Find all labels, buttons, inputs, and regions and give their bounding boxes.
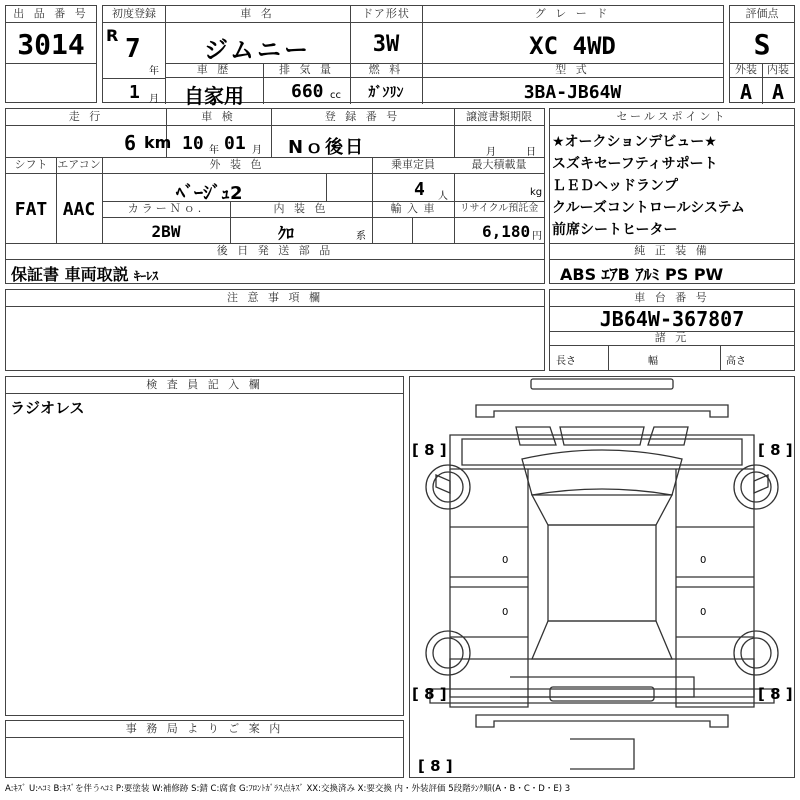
month-unit: 月 bbox=[149, 94, 159, 105]
ac-label: エアコン bbox=[56, 157, 102, 174]
mark-right-door: 0 bbox=[700, 555, 707, 566]
later-label: 後 日 発 送 部 品 bbox=[6, 243, 544, 260]
load-unit: kg bbox=[530, 187, 543, 198]
exterior-label: 外装 bbox=[730, 63, 762, 78]
year-unit: 年 bbox=[149, 66, 159, 77]
shift-value: FAT bbox=[14, 199, 48, 220]
selling-point-5: 前席シートヒーター bbox=[552, 222, 678, 238]
capacity-unit: 人 bbox=[438, 191, 448, 202]
width-label: 幅 bbox=[648, 356, 658, 367]
exterior-value: A bbox=[739, 80, 753, 104]
selling-points-box bbox=[549, 108, 795, 284]
lot-label: 出 品 番 号 bbox=[6, 6, 96, 23]
tire-mark-rear-left: [ 8 ] bbox=[412, 685, 447, 703]
equipment-label: 純 正 装 備 bbox=[550, 243, 794, 260]
tire-mark-spare: [ 8 ] bbox=[418, 757, 453, 775]
reg-value: Nｏ後日 bbox=[288, 137, 366, 158]
mark-left-rear: 0 bbox=[502, 607, 509, 618]
recycle-unit: 円 bbox=[532, 231, 542, 242]
era: R bbox=[106, 26, 119, 45]
interior-label: 内装 bbox=[762, 63, 794, 78]
selling-point-2: スズキセーフティサポート bbox=[552, 156, 718, 172]
later-items-small: ｷｰﾚｽ bbox=[134, 269, 159, 283]
insp-year-unit: 年 bbox=[209, 145, 219, 156]
transfer-day: 日 bbox=[526, 147, 536, 158]
color-no-value: 2BW bbox=[151, 222, 181, 241]
later-items bbox=[11, 262, 158, 285]
reg-year: 7 bbox=[125, 34, 141, 64]
displacement-label: 排 気 量 bbox=[263, 63, 350, 78]
first-reg-label: 初度登録 bbox=[103, 6, 165, 23]
selling-points-label: セールスポイント bbox=[550, 109, 794, 126]
grade-label: グ レ ー ド bbox=[422, 6, 723, 23]
office-label: 事 務 局 よ り ご 案 内 bbox=[6, 721, 403, 738]
car-diagram-box bbox=[409, 376, 795, 778]
car-name: ジムニー bbox=[203, 36, 312, 64]
recycle-label: リサイクル預託金 bbox=[454, 201, 544, 218]
specs-box bbox=[5, 108, 545, 284]
mark-right-rear: 0 bbox=[700, 607, 707, 618]
recycle-value: 6,180 bbox=[482, 222, 531, 241]
ext-color-value: ﾍﾞｰｼﾞｭ2 bbox=[176, 183, 243, 204]
reg-month: 1 bbox=[129, 82, 140, 103]
mileage-unit: km bbox=[144, 133, 172, 152]
import-label: 輸 入 車 bbox=[372, 201, 454, 218]
color-no-label: カラーＮｏ. bbox=[102, 201, 230, 218]
selling-point-3: ＬＥＤヘッドランプ bbox=[552, 178, 678, 194]
int-color-label: 内 装 色 bbox=[230, 201, 372, 218]
interior-value: A bbox=[771, 80, 785, 104]
int-color-value: ｸﾛ bbox=[278, 224, 295, 243]
lot-number: 3014 bbox=[17, 28, 85, 61]
insp-month: 01 bbox=[224, 133, 246, 154]
model-value: 3BA-JB64W bbox=[523, 82, 622, 103]
mark-left-door: 0 bbox=[502, 555, 509, 566]
score-box bbox=[729, 5, 795, 103]
legend: A:ｷｽﾞ U:ﾍｺﾐ B:ｷｽﾞを伴うﾍｺﾐ P:要塗装 W:補修跡 S:錆 C:腐食 G:ﾌﾛﾝﾄｶﾞﾗｽ点ｷｽﾞ XX:交換済み X:要交換 内・外装評価 5段階ﾗﾝｸ順(A・B・C・D・E) 3 bbox=[5, 784, 571, 794]
ext-color-label: 外 装 色 bbox=[102, 157, 372, 174]
fuel-value: ｶﾞｿﾘﾝ bbox=[368, 85, 404, 101]
displacement-value: 660 bbox=[291, 81, 324, 102]
score-label: 評価点 bbox=[730, 6, 794, 23]
chassis-number: JB64W-367807 bbox=[599, 307, 745, 331]
grade-value: XC 4WD bbox=[529, 32, 616, 60]
int-color-unit: 系 bbox=[356, 231, 366, 242]
inspection-label: 車 検 bbox=[166, 109, 271, 126]
transfer-month: 月 bbox=[486, 147, 496, 158]
chassis-label: 車 台 番 号 bbox=[550, 290, 794, 307]
capacity-label: 乗車定員 bbox=[372, 157, 454, 174]
dims-label: 諸 元 bbox=[550, 331, 794, 346]
tire-mark-rear-right: [ 8 ] bbox=[758, 685, 793, 703]
height-label: 高さ bbox=[726, 356, 746, 367]
insp-year: 10 bbox=[182, 133, 204, 154]
history-value: 自家用 bbox=[184, 84, 244, 108]
insp-month-unit: 月 bbox=[252, 145, 262, 156]
equipment-value: ABS ｴｱB ｱﾙﾐ PS PW bbox=[560, 265, 724, 284]
inspector-box bbox=[5, 376, 404, 716]
vehicle-header-box bbox=[102, 5, 724, 108]
mileage-value: 6 bbox=[124, 131, 137, 155]
length-label: 長さ bbox=[556, 356, 576, 367]
load-label: 最大積載量 bbox=[454, 157, 544, 174]
mileage-label: 走 行 bbox=[6, 109, 166, 126]
chassis-box bbox=[549, 289, 795, 371]
tire-mark-front-left: [ 8 ] bbox=[412, 441, 447, 459]
tire-mark-front-right: [ 8 ] bbox=[758, 441, 793, 459]
model-label: 型 式 bbox=[422, 63, 723, 78]
lot-box bbox=[5, 5, 97, 103]
inspector-text: ラジオレス bbox=[10, 399, 85, 417]
notes-box bbox=[5, 289, 545, 371]
selling-point-4: クルーズコントロールシステム bbox=[552, 200, 745, 216]
selling-point-1: ★オークションデビュー★ bbox=[552, 134, 717, 150]
later-items-main: 保証書 車両取説 bbox=[11, 265, 129, 284]
shift-label: シフト bbox=[6, 157, 56, 174]
history-label: 車 歴 bbox=[165, 63, 263, 78]
capacity-value: 4 bbox=[414, 179, 425, 200]
car-name-label: 車 名 bbox=[165, 6, 350, 23]
door-value: 3W bbox=[372, 32, 400, 57]
inspector-label: 検 査 員 記 入 欄 bbox=[6, 377, 403, 394]
office-box bbox=[5, 720, 404, 778]
notes-label: 注 意 事 項 欄 bbox=[6, 290, 544, 307]
reg-label: 登 録 番 号 bbox=[271, 109, 454, 126]
ac-value: AAC bbox=[62, 199, 96, 220]
fuel-label: 燃 料 bbox=[350, 63, 422, 78]
door-label: ドア形状 bbox=[350, 6, 422, 23]
displacement-unit: cc bbox=[330, 90, 341, 101]
transfer-label: 譲渡書類期限 bbox=[454, 109, 544, 126]
car-diagram bbox=[410, 377, 794, 777]
score-value: S bbox=[753, 28, 771, 61]
